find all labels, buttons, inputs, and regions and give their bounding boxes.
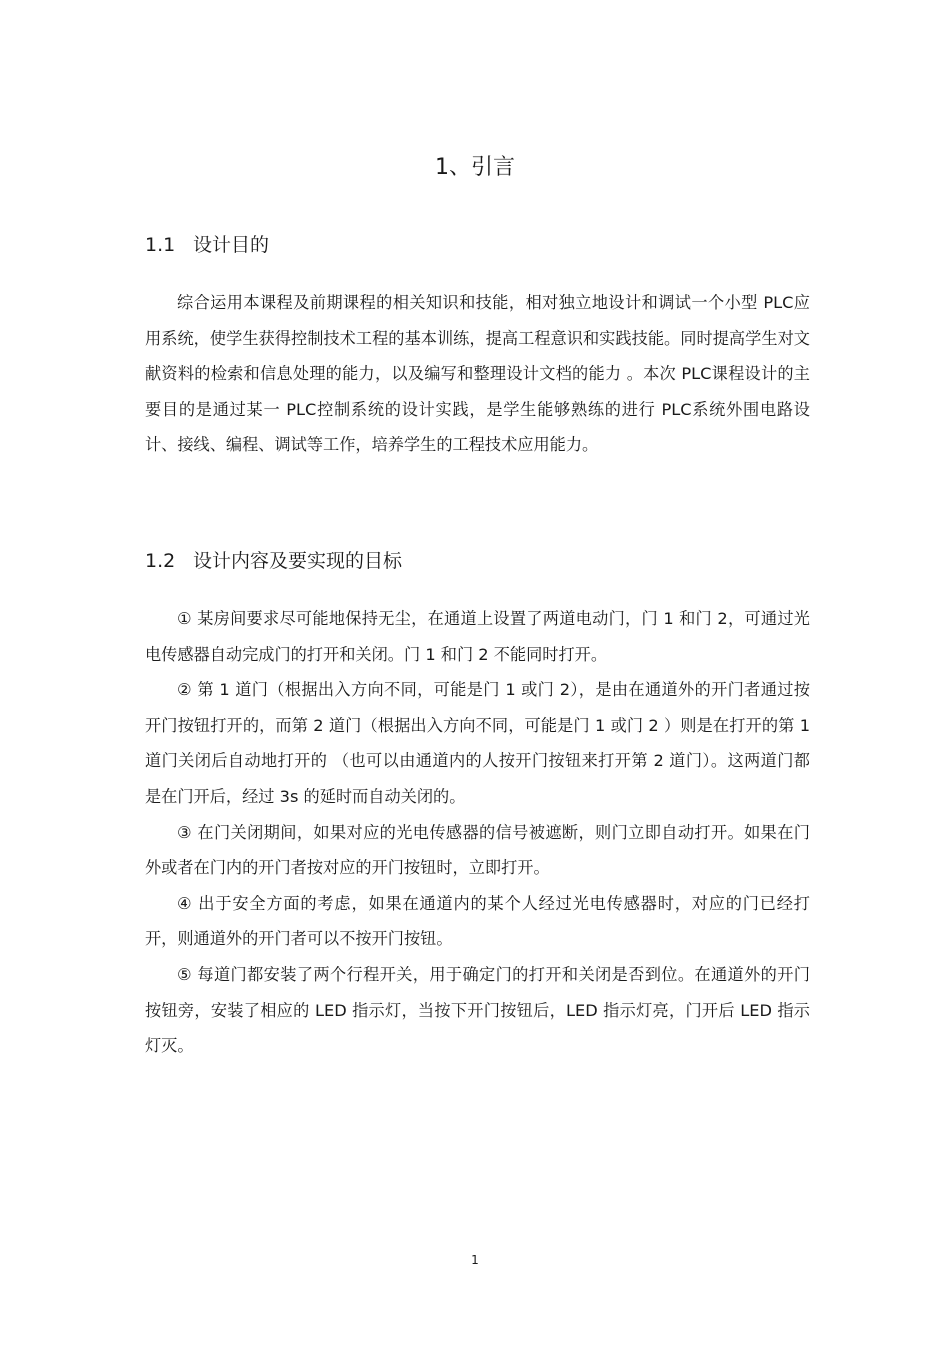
section-number: 1.2 bbox=[145, 550, 176, 572]
section-title: 设计内容及要实现的目标 bbox=[193, 550, 403, 572]
section-number: 1.1 bbox=[145, 234, 176, 256]
list-item: ② 第 1 道门（根据出入方向不同，可能是门 1 或门 2），是由在通道外的开门者通过按开门按钮打开的，而第 2 道门（根据出入方向不同，可能是门 1 或门 2 ）则是在打开的第 1 道门关闭后自动地打开的 （也可以由通道内的人按开门按钮来打开第 2 道门）。这两道门都是在门开后，经过 3s 的延时而自动关闭的。 bbox=[145, 680, 810, 806]
list-item: ③ 在门关闭期间，如果对应的光电传感器的信号被遮断，则门立即自动打开。如果在门外或者在门内的开门者按对应的开门按钮时，立即打开。 bbox=[145, 822, 810, 878]
page-number: 1 bbox=[471, 1253, 479, 1267]
section-title: 设计目的 bbox=[193, 234, 270, 256]
section-1-1-paragraph: 综合运用本课程及前期课程的相关知识和技能，相对独立地设计和调试一个小型 PLC应用系统，使学生获得控制技术工程的基本训练，提高工程意识和实践技能。同时提高学生对文献资料的检索和信息处理的能力，以及编写和整理设计文档的能力 。本次 PLC课程设计的主要目的是通过某一 PLC控制系统的设计实践，是学生能够熟练的进行 PLC系统外围电路设计、接线、编程、调试等工作，培养学生的工程技术应用能力。 bbox=[145, 293, 810, 455]
list-item: ⑤ 每道门都安装了两个行程开关，用于确定门的打开和关闭是否到位。在通道外的开门按钮旁，安装了相应的 LED 指示灯，当按下开门按钮后，LED 指示灯亮，门开后 LED 指示灯灭。 bbox=[145, 964, 810, 1056]
section-heading-1-1 bbox=[145, 231, 269, 259]
page-title: 1、引言 bbox=[435, 155, 515, 180]
section-heading-1-2 bbox=[145, 547, 402, 575]
list-item: ① 某房间要求尽可能地保持无尘，在通道上设置了两道电动门，门 1 和门 2，可通过光电传感器自动完成门的打开和关闭。门 1 和门 2 不能同时打开。 bbox=[145, 609, 810, 664]
goals-list bbox=[145, 601, 810, 1064]
list-item: ④ 出于安全方面的考虑，如果在通道内的某个人经过光电传感器时，对应的门已经打开，则通道外的开门者可以不按开门按钮。 bbox=[145, 893, 810, 949]
